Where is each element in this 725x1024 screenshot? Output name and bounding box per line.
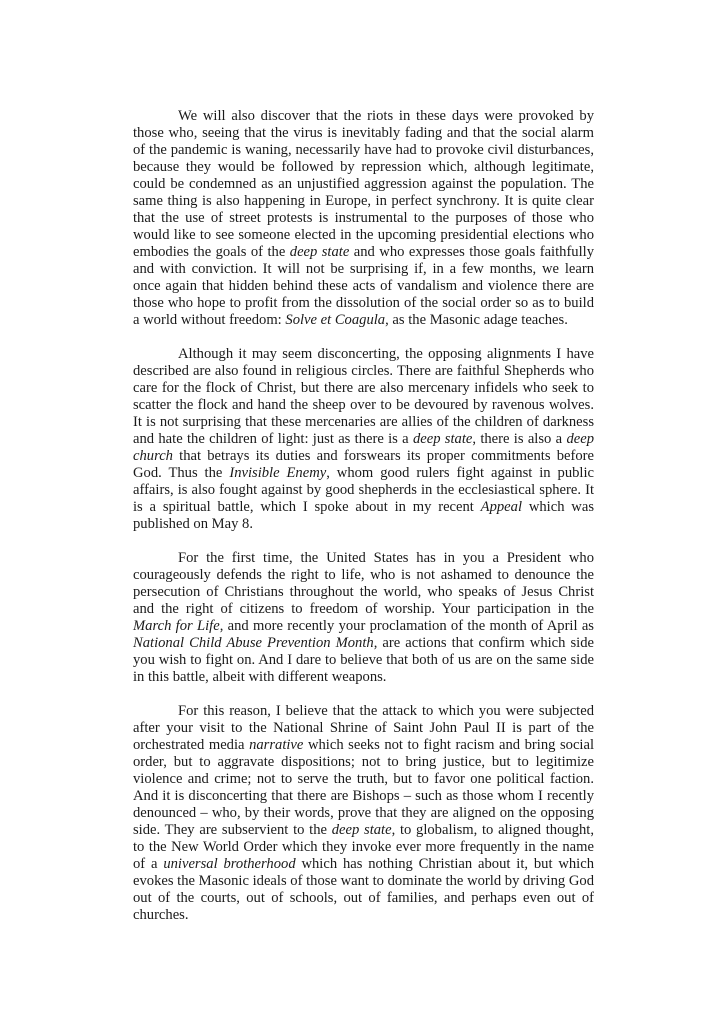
text-segment: For the first time, the United States has in you a President who courageously defends the right to life, who is not ashamed to denounce the persecution of Christians throughout the world, who speaks of Jesus Christ and the right of citizens to freedom of worship. Your participation in the (133, 550, 594, 617)
italic-term: narrative (249, 737, 304, 753)
italic-term: universal brotherhood (163, 856, 296, 872)
italic-term: National Child Abuse Prevention Month (133, 635, 374, 651)
text-segment: and who expresses those goals faithfully and with conviction. It will not be surprising if, in a few months, we learn once again that hidden behind these acts of vandalism and violence there are those who hope to profit from the dissolution of the social order so as to build a world without freedom: (133, 244, 595, 328)
text-segment: which seeks not to fight racism and bring social order, but to aggravate dispositions; not to bring justice, but to legitimize violence and crime; not to serve the truth, but to favor one political faction. And it is disconcerting that there are Bishops – such as those whom I recently denounced – who, by their words, prove that they are aligned on the opposing side. They are subservient to the (133, 737, 595, 838)
italic-term: Appeal (480, 499, 523, 515)
text-segment: For this reason, I believe that the attack to which you were subjected after your visit to the National Shrine of Saint John Paul II is part of the orchestrated media (133, 703, 594, 753)
text-segment: , as the Masonic adage teaches. (385, 312, 568, 328)
text-segment: Although it may seem disconcerting, the opposing alignments I have described are also found in religious circles. There are faithful Shepherds who care for the flock of Christ, but there are also mercenary infidels who seek to scatter the flock and hand the sheep over to be devoured by ravenous wolves. It is not surprising that these mercenaries are allies of the children of darkness and hate the children of light: just as there is a (133, 346, 594, 447)
text-segment: which has nothing Christian about it, but which evokes the Masonic ideals of those want to dominate the world by driving God out of the courts, out of schools, out of families, and perhaps even out of churches. (133, 856, 595, 923)
paragraph-religious-circles (133, 346, 594, 533)
paragraph-riots (133, 108, 594, 329)
italic-term: Solve et Coagula (285, 312, 386, 328)
text-segment: We will also discover that the riots in these days were provoked by those who, seeing that the virus is inevitably fading and that the social alarm of the pandemic is waning, necessarily have had to provoke civil disturbances, because they would be followed by repression which, although legitimate, could be condemned as an unjustified aggression against the population. The same thing is also happening in Europe, in perfect synchrony. It is quite clear that the use of street protests is instrumental to the purposes of those who would like to see someone elected in the upcoming presidential elections who embodies the goals of the (133, 108, 594, 260)
text-segment: that betrays its duties and forswears its proper commitments before God. Thus the (133, 448, 594, 481)
italic-term: deep state (331, 822, 392, 838)
italic-term: Invisible Enemy (229, 465, 327, 481)
paragraph-media-narrative (133, 703, 594, 924)
italic-term: deep church (133, 431, 594, 464)
text-segment: which was published on May 8. (133, 499, 594, 532)
document-page (133, 108, 594, 941)
italic-term: March for Life (133, 618, 220, 634)
text-segment: , are actions that confirm which side you wish to fight on. And I dare to believe that both of us are on the same side in this battle, albeit with different weapons. (133, 635, 594, 685)
italic-term: deep state (412, 431, 473, 447)
text-segment: , and more recently your proclamation of the month of April as (219, 618, 594, 634)
italic-term: deep state (289, 244, 350, 260)
text-segment: , to globalism, to aligned thought, to the New World Order which they invoke ever more frequently in the name of a (133, 822, 594, 872)
paragraph-president (133, 550, 594, 686)
text-segment: , there is also a (472, 431, 567, 447)
text-segment: , whom good rulers fight against in public affairs, is also fought against by good shepherds in the ecclesiastical sphere. It is a spiritual battle, which I spoke about in my recent (133, 465, 594, 515)
